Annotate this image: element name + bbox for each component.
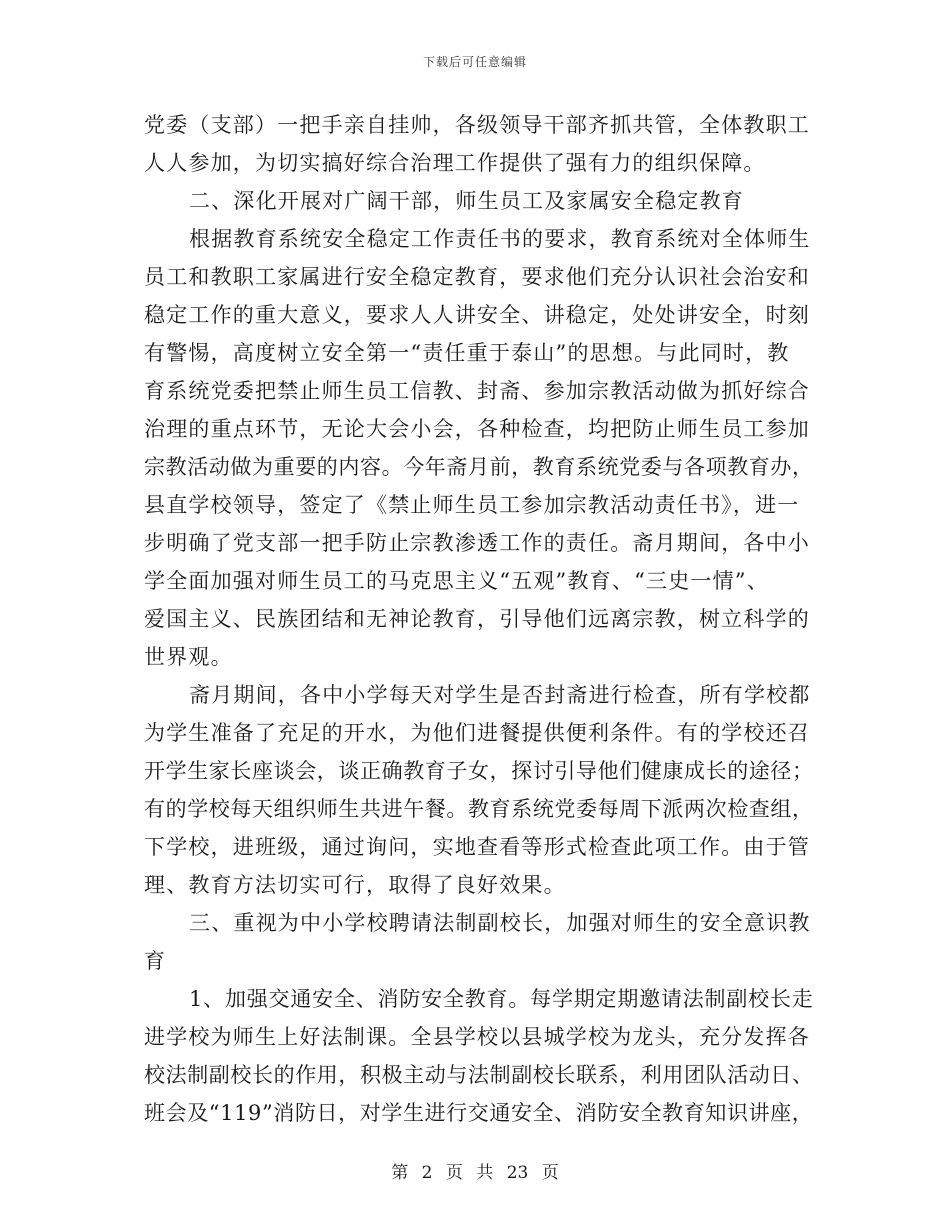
text-line: 开学生家长座谈会，谈正确教育子女，探讨引导他们健康成长的途径； bbox=[144, 759, 814, 783]
text-line: 稳定工作的重大意义，要求人人讲安全、讲稳定，处处讲安全，时刻 bbox=[144, 303, 810, 327]
text-line: 党委（支部）一把手亲自挂帅，各级领导干部齐抓共管，全体教职工 bbox=[144, 113, 810, 137]
text-line: 宗教活动做为重要的内容。今年斋月前，教育系统党委与各项教育办， bbox=[144, 455, 814, 479]
text-line: 学全面加强对师生员工的马克思主义“五观”教育、“三史一情”、 bbox=[144, 569, 769, 593]
text-line: 育系统党委把禁止师生员工信教、封斋、参加宗教活动做为抓好综合 bbox=[144, 379, 810, 403]
current-page-number: 2 bbox=[421, 1163, 433, 1183]
total-page-count: 23 bbox=[506, 1163, 529, 1183]
section-heading: 三、重视为中小学校聘请法制副校长，加强对师生的安全意识教 bbox=[189, 911, 811, 935]
text-line: 为学生准备了充足的开水，为他们进餐提供便利条件。有的学校还召 bbox=[144, 721, 810, 745]
text-line: 员工和教职工家属进行安全稳定教育，要求他们充分认识社会治安和 bbox=[144, 265, 810, 289]
text-line: 世界观。 bbox=[144, 645, 233, 669]
text-line: 有的学校每天组织师生共进午餐。教育系统党委每周下派两次检查组， bbox=[144, 797, 814, 821]
text-line: 斋月期间，各中小学每天对学生是否封斋进行检查，所有学校都 bbox=[189, 683, 811, 707]
section-heading: 二、深化开展对广阔干部，师生员工及家属安全稳定教育 bbox=[189, 189, 744, 213]
text-line: 进学校为师生上好法制课。全县学校以县城学校为龙头，充分发挥各 bbox=[144, 1025, 810, 1049]
text-line: 爱国主义、民族团结和无神论教育，引导他们远离宗教，树立科学的 bbox=[144, 607, 810, 631]
text-line: 校法制副校长的作用，积极主动与法制副校长联系，利用团队活动日、 bbox=[144, 1063, 814, 1087]
footer-ye: 页 bbox=[445, 1163, 463, 1183]
text-line: 治理的重点环节，无论大会小会，各种检查，均把防止师生员工参加 bbox=[144, 417, 810, 441]
text-line: 有警惕，高度树立安全第一“责任重于泰山”的思想。与此同时，教 bbox=[144, 341, 790, 365]
text-line: 步明确了党支部一把手防止宗教渗透工作的责任。斋月期间，各中小 bbox=[144, 531, 810, 555]
text-line: 理、教育方法切实可行，取得了良好效果。 bbox=[144, 873, 566, 897]
text-line: 下学校，进班级，通过询问，实地查看等形式检查此项工作。由于管 bbox=[144, 835, 810, 859]
text-line: 班会及“119”消防日，对学生进行交通安全、消防安全教育知识讲座， bbox=[144, 1101, 814, 1125]
footer-ye-end: 页 bbox=[541, 1163, 559, 1183]
footer-di: 第 bbox=[391, 1163, 409, 1183]
page-footer bbox=[0, 1158, 950, 1183]
text-line: 1、加强交通安全、消防安全教育。每学期定期邀请法制副校长走 bbox=[189, 987, 814, 1011]
document-body bbox=[144, 106, 816, 1132]
text-line: 人人参加，为切实搞好综合治理工作提供了强有力的组织保障。 bbox=[144, 151, 766, 175]
text-line: 县直学校领导，签定了《禁止师生员工参加宗教活动责任书》，进一 bbox=[144, 493, 800, 517]
page-header-note: 下载后可任意编辑 bbox=[422, 55, 527, 69]
text-line: 根据教育系统安全稳定工作责任书的要求，教育系统对全体师生 bbox=[189, 227, 811, 251]
section-heading-continued: 育 bbox=[144, 949, 167, 973]
footer-gong: 共 bbox=[476, 1163, 494, 1183]
